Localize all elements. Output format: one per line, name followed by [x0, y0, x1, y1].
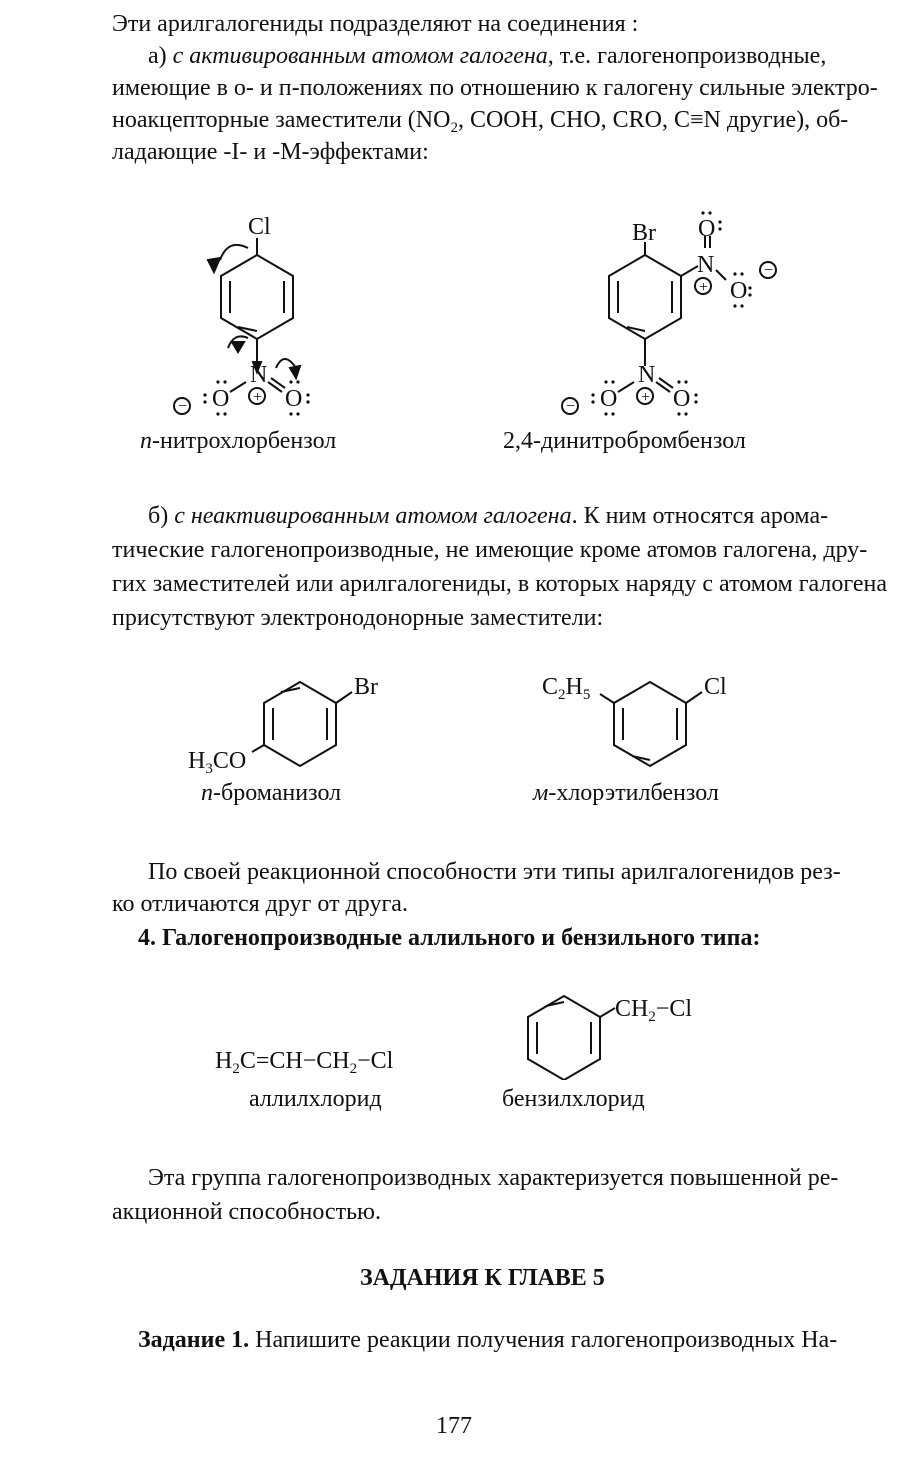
- benzyl-formula-text: $CH_2-Cl$: [615, 996, 693, 1025]
- chapter-tasks-heading: ЗАДАНИЯ К ГЛАВЕ 5: [360, 1265, 605, 1291]
- right-n-para-label: N: [638, 362, 656, 388]
- caption-chloroethylbenzene-italic: м: [533, 780, 549, 806]
- item-a-italic: с активированным атомом галогена: [172, 43, 548, 69]
- allyl-chloride-formula: [215, 1048, 394, 1077]
- scheme2-atoms: [188, 674, 727, 777]
- left-plus-sign: +: [253, 389, 263, 406]
- line4-pre: ноакцепторные заместители (NO: [112, 107, 451, 133]
- ethyl-group-label: $C_2H_5$: [542, 674, 591, 703]
- left-n-label: N: [250, 362, 268, 388]
- dinitrobromobenzene-structure: [562, 236, 776, 414]
- caption-bromoanisole-text: -броманизол: [213, 780, 342, 806]
- caption-benzyl-chloride: бензилхлорид: [502, 1086, 645, 1112]
- caption-bromoanisole-italic: п: [201, 780, 213, 806]
- bromoanisole-structure: [252, 682, 352, 766]
- right-plus-sign-2: +: [641, 389, 651, 406]
- right-br-label: Br: [632, 220, 656, 246]
- section-b-line-2: тические галогенопроизводные, не имеющие кроме атомов галогена, дру-: [112, 537, 868, 563]
- caption-bromoanisole: [201, 778, 341, 808]
- page-number: 177: [436, 1413, 472, 1439]
- chloroethylbenzene-structure: [600, 682, 702, 766]
- right-minus-sign-2: −: [566, 398, 576, 415]
- task-1-label: Задание 1.: [138, 1327, 250, 1353]
- chloroethylbenzene-cl-label: Cl: [704, 674, 727, 700]
- left-o-minus-label: O: [212, 386, 230, 412]
- scheme1-structures: [150, 200, 810, 430]
- nitrochlorobenzene-structure: [174, 238, 303, 414]
- intro-line-1: Эти арилгалогениды подразделяют на соединения :: [112, 11, 639, 37]
- intro-line-3: имеющие в о- и п-положениях по отношению к галогену сильные электро-: [112, 75, 878, 101]
- benzyl-chloride-formula: [615, 996, 692, 1025]
- caption-chloroethylbenzene: [533, 778, 719, 808]
- caption-chloroethylbenzene-text: -хлорэтилбензол: [548, 780, 719, 806]
- caption-dinitrobromobenzene: 2,4-динитробромбензол: [503, 428, 746, 454]
- item-a-rest: , т.е. галогенопроизводные,: [547, 43, 827, 69]
- section-b-line-1: [148, 500, 828, 532]
- intro-line-4: [112, 104, 848, 136]
- section-b-italic: с неактивированным атомом галогена: [174, 503, 572, 529]
- right-minus-sign-1: −: [764, 262, 774, 279]
- section-b-line-3: гих заместителей или арилгалогениды, в которых наряду с атомом галогена: [112, 571, 888, 597]
- left-cl-label: Cl: [248, 214, 271, 240]
- right-o-para-label: O: [673, 386, 691, 412]
- caption-allyl-chloride: аллилхлорид: [249, 1086, 382, 1112]
- task-1: [138, 1324, 837, 1356]
- section-b-rest: . К ним относятся арома-: [571, 503, 829, 529]
- right-n-ortho-label: N: [697, 252, 715, 278]
- bromoanisole-br-label: Br: [354, 674, 378, 700]
- item-a-prefix: а): [148, 43, 173, 69]
- intro-line-5: ладающие -I- и -M-эффектами:: [112, 139, 429, 165]
- right-o-top-label: O: [698, 216, 716, 242]
- group-line-2: акционной способностью.: [112, 1199, 381, 1225]
- task-1-text: Напишите реакции получения галогенопроизводных На-: [249, 1327, 838, 1353]
- allyl-formula-text: $H_2C=CH-CH_2-Cl$: [215, 1048, 394, 1077]
- right-plus-sign-1: +: [699, 279, 709, 296]
- caption-nitrochlorobenzene-text: -нитрохлорбензол: [152, 428, 337, 454]
- scheme2-structures: [180, 670, 760, 780]
- intro-line-2: [148, 40, 826, 72]
- reactivity-line-1: По своей реакционной способности эти типы арилгалогенидов рез-: [148, 859, 841, 885]
- section-b-line-4: присутствуют электронодонорные заместители:: [112, 605, 604, 631]
- line4-post: , COOH, CHO, CRO, C≡N другие), об-: [457, 107, 849, 133]
- section-4-heading: 4. Галогенопроизводные аллильного и бензильного типа:: [138, 925, 761, 951]
- right-o-minus-label: O: [600, 386, 618, 412]
- benzyl-chloride-structure: [528, 996, 615, 1080]
- caption-nitrochlorobenzene: [140, 426, 336, 456]
- reactivity-line-2: ко отличаются друг от друга.: [112, 891, 408, 917]
- methoxy-group-label: $H_3CO$: [188, 748, 247, 777]
- scheme3-structures: [205, 990, 725, 1080]
- caption-nitrochlorobenzene-italic: п: [140, 428, 152, 454]
- left-o-label: O: [285, 386, 303, 412]
- right-lone-pairs: [591, 211, 751, 415]
- left-minus-sign: −: [178, 398, 188, 415]
- right-o-ortho-label: O: [730, 278, 748, 304]
- group-line-1: Эта группа галогенопроизводных характеризуется повышенной ре-: [148, 1165, 839, 1191]
- line4-sub: 2: [450, 120, 458, 136]
- section-b-prefix: б): [148, 503, 175, 529]
